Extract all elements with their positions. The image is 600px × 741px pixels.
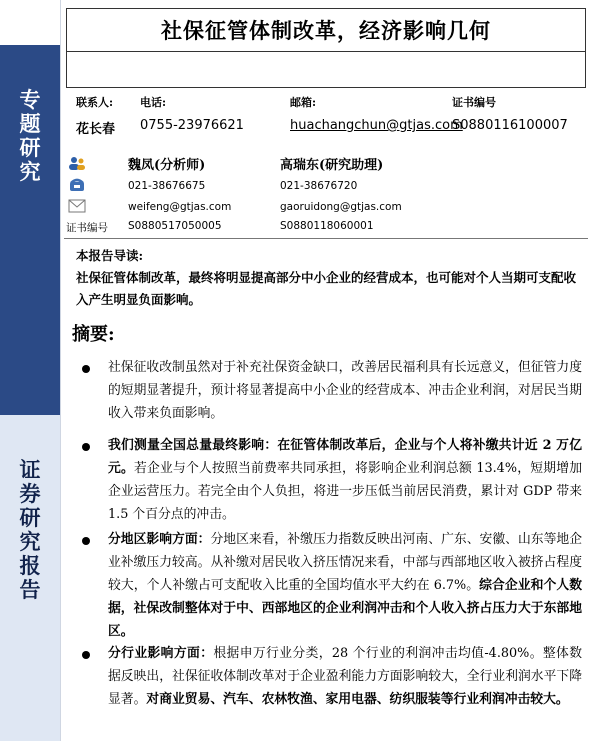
phone-label: 电话: — [140, 96, 167, 109]
analyst-2-phone: 021-38676720 — [280, 180, 358, 192]
contact-phone: 0755-23976621 — [140, 118, 244, 133]
analyst-1-email[interactable]: weifeng@gtjas.com — [128, 201, 232, 213]
analyst-2-email[interactable]: gaoruidong@gtjas.com — [280, 201, 402, 213]
abstract-item-body: 根据申万行业分类，28 个行业的利润冲击均值-4.80%。整体数据反映出，社保征收体制改革对于企业盈利能力方面影响较大，全行业利润水平下降显著。 — [108, 646, 583, 707]
analyst-1-name: 魏凤(分析师) — [128, 158, 206, 173]
person-icon — [68, 156, 86, 170]
bullet-icon — [82, 443, 90, 451]
sidebar-topic-label: 专 题 研 究 — [19, 87, 41, 184]
mail-icon — [68, 199, 86, 213]
abstract-item-lead: 分地区影响方面： — [108, 532, 211, 547]
guide-text: 社保征管体制改革，最终将明显提高部分中小企业的经营成本，也可能对个人当期可支配收入产生明显负面影响。 — [76, 270, 577, 307]
abstract-item-lead: 分行业影响方面： — [108, 646, 214, 661]
analyst-block — [64, 152, 584, 234]
phone-icon — [68, 178, 86, 192]
page-title: 社保征管体制改革，经济影响几何 — [66, 8, 586, 52]
analyst-2-name: 高瑞东(研究助理) — [280, 158, 384, 173]
email-label: 邮箱: — [290, 96, 317, 109]
abstract-item-body: 若企业与个人按照当前费率共同承担，将影响企业利润总额 13.4%，短期增加企业运营压力。若完全由个人负担，将进一步压低当前居民消费，累计对 GDP 带来 1.5 个百分点的冲击。 — [108, 461, 582, 522]
abstract-item-body: 分地区来看，补缴压力指数反映出河南、广东、安徽、山东等地企业补缴压力较高。从补缴对居民收入挤压情况来看，中部与西部地区收入被挤占程度较大，个人补缴占可支配收入比重的全国均值水平大约在 6.7%。 — [108, 532, 583, 593]
abstract-item-tail: 对商业贸易、汽车、农林牧渔、家用电器、纺织服装等行业利润冲击较大。 — [146, 692, 569, 707]
bullet-icon — [82, 651, 90, 659]
abstract-item-tail: 综合企业和个人数据，社保改制整体对于中、西部地区的企业利润冲击和个人收入挤占压力大于东部地区。 — [108, 578, 582, 639]
contact-cert: S0880116100007 — [452, 118, 568, 133]
contact-label: 联系人: — [76, 96, 114, 109]
abstract-title: 摘要: — [72, 324, 115, 345]
guide-title: 本报告导读: — [76, 248, 144, 263]
sidebar — [0, 0, 61, 741]
analyst-1-phone: 021-38676675 — [128, 180, 206, 192]
sidebar-report-label: 证 券 研 究 报 告 — [19, 457, 41, 602]
bullet-icon — [82, 365, 90, 373]
contact-name: 花长春 — [76, 122, 116, 137]
abstract-item-body: 社保征收改制虽然对于补充社保资金缺口，改善居民福利具有长远意义，但征管力度的短期显著提升，预计将显著提高中小企业的经营成本、冲击企业利润，对居民当期收入带来负面影响。 — [108, 360, 582, 421]
analyst-1-cert: S0880517050005 — [128, 220, 222, 232]
analyst-cert-label: 证书编号 — [66, 222, 108, 234]
analyst-2-cert: S0880118060001 — [280, 220, 374, 232]
divider — [64, 238, 588, 239]
bullet-icon — [82, 537, 90, 545]
cert-label: 证书编号 — [452, 96, 496, 109]
abstract-item-lead: 我们测量全国总量最终影响：在征管体制改革后，企业与个人将补缴共计近 2 万亿元。 — [108, 438, 582, 476]
contact-email-link[interactable]: huachangchun@gtjas.com — [290, 118, 463, 133]
report-guide — [76, 245, 584, 311]
subtitle-box — [66, 52, 586, 88]
